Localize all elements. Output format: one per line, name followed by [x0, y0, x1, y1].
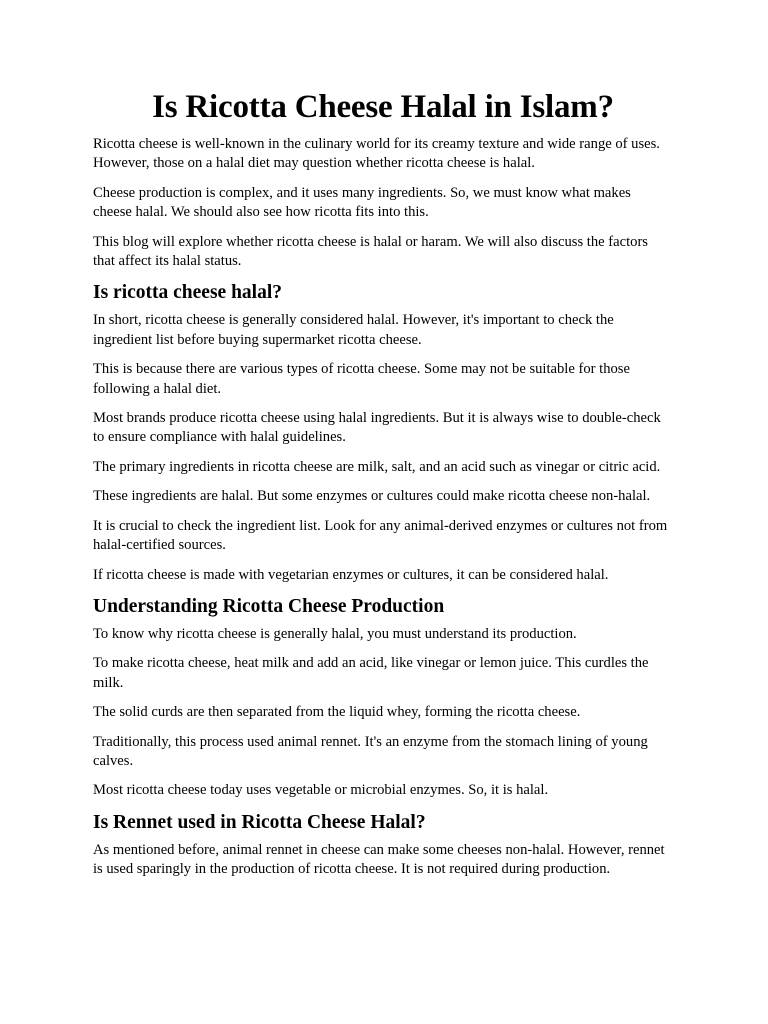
- body-paragraph: The solid curds are then separated from the liquid whey, forming the ricotta cheese.: [93, 704, 581, 721]
- body-paragraph: To make ricotta cheese, heat milk and add an acid, like vinegar or lemon juice. This curdles the milk.: [93, 655, 649, 691]
- intro-paragraph: Ricotta cheese is well-known in the culinary world for its creamy texture and wide range of uses. However, those on a halal diet may question whether ricotta cheese is halal.: [93, 136, 660, 172]
- intro-paragraph: Cheese production is complex, and it uses many ingredients. So, we must know what makes cheese halal. We should also see how ricotta fits into this.: [93, 184, 631, 221]
- document-page: [93, 85, 673, 890]
- intro-paragraph: This blog will explore whether ricotta cheese is halal or haram. We will also discuss the factors that affect its halal status.: [93, 233, 648, 270]
- body-paragraph: Most brands produce ricotta cheese using halal ingredients. But it is always wise to double-check to ensure compliance with halal guidelines.: [93, 410, 661, 446]
- body-paragraph: To know why ricotta cheese is generally halal, you must understand its production.: [93, 625, 577, 642]
- body-paragraph: Traditionally, this process used animal rennet. It's an enzyme from the stomach lining of young calves.: [93, 733, 648, 769]
- body-paragraph: It is crucial to check the ingredient list. Look for any animal-derived enzymes or cultures not from halal-certified sources.: [93, 517, 668, 554]
- section-heading: Understanding Ricotta Cheese Production: [93, 595, 445, 617]
- body-paragraph: This is because there are various types of ricotta cheese. Some may not be suitable for those following a halal diet.: [93, 361, 630, 397]
- body-paragraph: The primary ingredients in ricotta cheese are milk, salt, and an acid such as vinegar or citric acid.: [93, 458, 661, 475]
- body-paragraph: If ricotta cheese is made with vegetarian enzymes or cultures, it can be considered halal.: [93, 566, 609, 583]
- document-title: Is Ricotta Cheese Halal in Islam?: [152, 89, 614, 125]
- section-heading: Is ricotta cheese halal?: [93, 282, 283, 304]
- body-paragraph: As mentioned before, animal rennet in cheese can make some cheeses non-halal. However, rennet is used sparingly in the production of ricotta cheese. It is not required during production.: [93, 841, 665, 878]
- body-paragraph: Most ricotta cheese today uses vegetable or microbial enzymes. So, it is halal.: [93, 782, 549, 799]
- section-heading: Is Rennet used in Ricotta Cheese Halal?: [93, 811, 426, 833]
- body-paragraph: In short, ricotta cheese is generally considered halal. However, it's important to check the ingredient list before buying supermarket ricotta cheese.: [93, 312, 614, 348]
- body-paragraph: These ingredients are halal. But some enzymes or cultures could make ricotta cheese non-halal.: [93, 488, 651, 505]
